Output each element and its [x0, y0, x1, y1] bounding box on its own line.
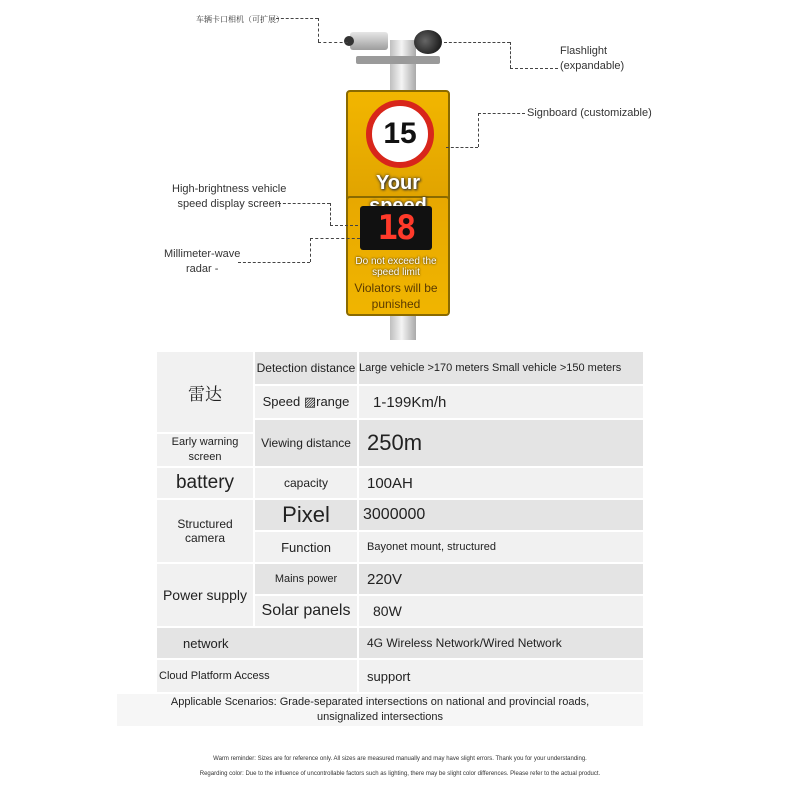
- product-illustration: [0, 0, 800, 345]
- speed-reading: 18: [377, 208, 415, 248]
- value-network: 4G Wireless Network/Wired Network: [359, 628, 643, 658]
- mount-bracket: [356, 56, 440, 64]
- leader-display: [330, 225, 358, 226]
- group-power: Power supply: [157, 564, 253, 626]
- label-cloud: Cloud Platform Access: [157, 660, 357, 692]
- speed-display-screen: [360, 206, 432, 250]
- leader-signboard: [478, 113, 525, 114]
- leader-flashlight: [444, 42, 510, 43]
- footer-reminder: Warm reminder: Sizes are for reference only. All sizes are measured manually and may have slight errors. Thank you for your understanding.: [213, 756, 587, 762]
- label-capacity: capacity: [255, 468, 357, 498]
- label-viewing: Viewing distance: [255, 420, 357, 466]
- value-viewing: 250m: [359, 420, 643, 466]
- label-function: Function: [255, 532, 357, 562]
- camera-lens-icon: [344, 36, 354, 46]
- label-mains: Mains power: [255, 564, 357, 594]
- leader-radar: [310, 238, 360, 239]
- label-speed: Speed ▨range: [255, 386, 357, 418]
- label-pixel: Pixel: [255, 500, 357, 530]
- value-speed: 1-199Km/h: [359, 386, 643, 418]
- leader-signboard: [446, 147, 478, 148]
- value-solar: 80W: [359, 596, 643, 626]
- value-mains: 220V: [359, 564, 643, 594]
- label-detection: Detection distance: [255, 352, 357, 384]
- leader-flashlight: [510, 42, 511, 68]
- callout-camera: 车辆卡口相机（可扩展）: [196, 15, 284, 24]
- leader-camera: [276, 18, 318, 19]
- label-solar: Solar panels: [255, 596, 357, 626]
- group-battery: battery: [157, 468, 253, 498]
- applicable-scenarios: Applicable Scenarios: Grade-separated intersections on national and provincial roads, unsignalized intersections: [117, 694, 643, 726]
- value-detection: Large vehicle >170 meters Small vehicle >150 meters: [359, 352, 643, 384]
- value-capacity: 100AH: [359, 468, 643, 498]
- group-camera: Structured camera: [157, 500, 253, 562]
- value-cloud: support: [359, 660, 643, 692]
- callout-flashlight: Flashlight (expandable): [560, 45, 625, 72]
- spec-table: [157, 352, 643, 724]
- sign-title: Your: [375, 172, 421, 194]
- value-pixel: 3000000: [359, 500, 643, 530]
- callout-signboard: Signboard (customizable): [527, 107, 652, 119]
- leader-flashlight: [510, 68, 558, 69]
- leader-display: [278, 203, 330, 204]
- leader-camera: [318, 18, 319, 42]
- leader-display: [330, 203, 331, 225]
- value-function: Bayonet mount, structured: [359, 532, 643, 562]
- sign-warning-punish: Violators will be punished: [354, 281, 438, 311]
- camera-icon: [350, 32, 388, 50]
- callout-display: High-brightness vehicle speed display screen: [172, 183, 287, 210]
- footer-color-note: Regarding color: Due to the influence of uncontrollable factors such as lighting, there may be slight color differences. Please refer to the actual product.: [199, 771, 601, 777]
- flashlight-icon: [414, 30, 442, 54]
- leader-radar: [310, 238, 311, 262]
- leader-radar: [238, 262, 310, 263]
- speed-limit-value: 15: [383, 117, 417, 150]
- leader-signboard: [478, 113, 479, 147]
- sign-warning-limit: Do not exceed the speed limit: [355, 256, 437, 278]
- speed-limit-sign: [366, 100, 434, 168]
- callout-radar: Millimeter-wave radar -: [164, 248, 241, 275]
- group-radar: 雷达: [157, 352, 253, 432]
- group-warning-screen: Early warning screen: [157, 434, 253, 466]
- label-network: network: [157, 628, 357, 658]
- leader-camera: [318, 42, 348, 43]
